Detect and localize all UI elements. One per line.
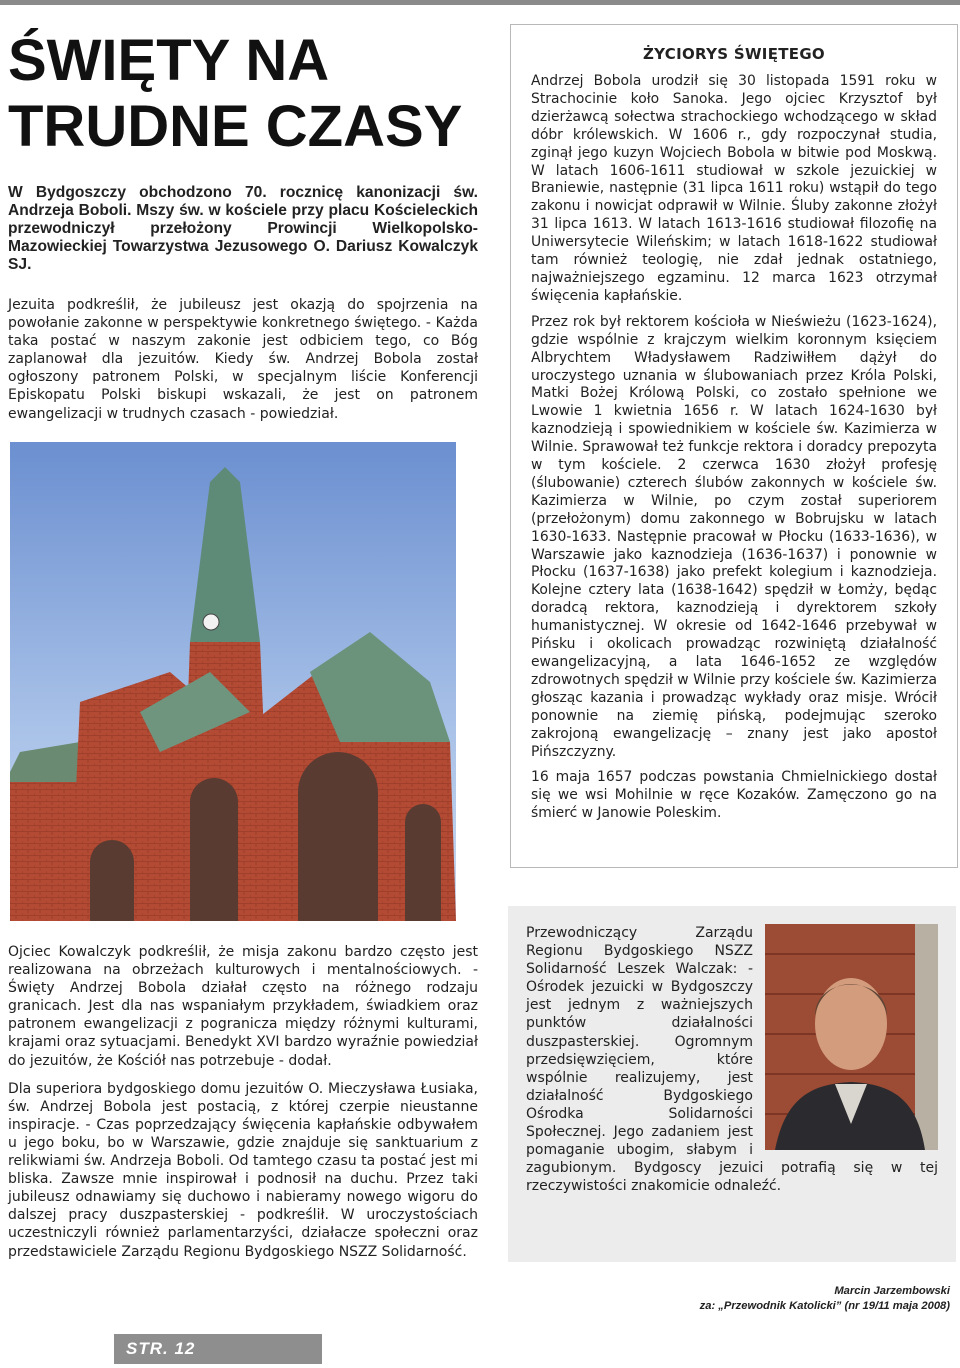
paragraph: Andrzej Bobola urodził się 30 listopada 1591 roku w Strachocinie koło Sanoka. Jego ojciec Krzysztof był dzierżawcą sołectwa strachockiego wchodzącego w skład dóbr królewskich. W 1606 r., gdy rozpoczynał studia, zginął jego kuzyn Wojciech Bobola w bitwie pod Moskwą. W latach 1606-1611 studiował w szkole jezuickiej w Braniewie, następnie (31 lipca 1611 roku) wstąpił do tego zakonu i nowicjat odprawił w Wilnie. Śluby zakonne złożył 31 lipca 1613. W latach 1613-1616 studiował filozofię na Uniwersytecie Wileńskim; w latach 1618-1622 studiował tam również teologię, nie zdał jednak ostatniego, najważniejszego egzaminu. 12 marca 1623 otrzymał święcenia kapłańskie. xyxy=(531,73,937,304)
left-column-intro xyxy=(8,296,478,431)
portrait-photo xyxy=(765,924,938,1150)
quote-content xyxy=(526,924,938,1195)
paragraph: Ojciec Kowalczyk podkreślił, że misja zakonu bardzo często jest realizowana na obrzeżach kulturowych i mentalnościowych. - Święty Andrzej Bobola działał często na różnego rodzaju granicach. Jest dla nas wspaniałym przykładem, świadkiem oraz patronem ewangelizacji z pogranicza między różnymi kulturami, krajami oraz sytuacjami. Benedykt XVI bardzo wyraźnie powiedział do jezuitów, że Kościół nas potrzebuje - dodał. xyxy=(8,944,478,1069)
article-title: ŚWIĘTY NA TRUDNE CZASY xyxy=(8,28,463,159)
article-lead: W Bydgoszczy obchodzono 70. rocznicę kanonizacji św. Andrzeja Boboli. Mszy św. w kościele przy placu Kościeleckich przewodniczył przełożony Prowincji Wielkopolsko-Mazowieckiej Towarzystwa Jezusowego O. Dariusz Kowalczyk SJ. xyxy=(8,184,478,273)
paragraph: 16 maja 1657 podczas powstania Chmielnickiego dostał się we wsi Mohilnie w ręce Kozaków. Zamęczono go na śmierć w Janowie Poleskim. xyxy=(531,769,937,822)
article-signature xyxy=(590,1284,950,1314)
biography-box xyxy=(510,24,958,868)
quote-box xyxy=(508,906,956,1262)
quote-text: Przewodniczący Zarządu Regionu Bydgoskiego NSZZ Solidarność Leszek Walczak: - Ośrodek jezuicki w Bydgoszczy jest jednym z ważniejszych punktów działalności duszpasterskiej. Ogromnym przedsięwzięciem, które wspólnie realizujemy, jest działalność Bydgoskiego Ośrodka Solidarności Społecznej. Jego zadaniem jest pomaganie ubogim, słabym i zagubionym. Bydgoscy jezuici potrafią się w tej rzeczywistości znakomicie odnaleźć. xyxy=(526,925,938,1195)
top-rule xyxy=(0,0,960,5)
page-number: STR. 12 xyxy=(114,1334,322,1364)
source-note: za: „Przewodnik Katolicki” (nr 19/11 maja 2008) xyxy=(699,1300,950,1312)
church-photo xyxy=(10,442,456,921)
left-column-body xyxy=(8,943,478,1271)
paragraph: Jezuita podkreślił, że jubileusz jest okazją do spojrzenia na powołanie zakonne w perspektywie konkretnego świętego. - Każda taka postać w naszym zakonie jest odbiciem tego, co Bóg zaplanował dla jezuitów. Kiedy św. Andrzej Bobola został ogłoszony patronem Polski, w specjalnym liście Konferencji Episkopatu Polski biskupi wskazali, że jest on patronem ewangelizacji w trudnych czasach - powiedział. xyxy=(8,297,478,422)
paragraph: Przez rok był rektorem kościoła w Nieświeżu (1623-1624), gdzie wspólnie z krajczym wielkim koronnym księciem Albrychtem Władysławem Radziwiłłem dążył do uroczystego uznania w ślubowaniach przez Króla Polski, Matki Bożej Królową Polski, co zostało spełnione we Lwowie 1 kwietnia 1656 r. W latach 1624-1630 był kaznodzieją i spowiednikiem w kościele św. Kazimierza w Wilnie. Sprawował też funkcje rektora i doradcy prepozyta w tym kościele. 2 czerwca 1630 złożył profesję (ślubowanie) czterech ślubów zakonnych w kościele św. Kazimierza w Wilnie, po czym został superiorem (przełożonym) domu zakonnego w Bobrujsku w latach 1630-1633. Następnie pracował w Płocku (1633-1636), w Warszawie jako kaznodzieja (1636-1637) i ponownie w Płocku (1637-1638) jako prefekt kolegium i kaznodzieja. Kolejne cztery lata (1638-1642) spędził w Łomży, będąc doradcą rektora, kaznodzieją i dyrektorem szkoły humanistycznej. W okresie od 1642-1646 przebywał w Pińsku i okolicach prowadząc rozwiniętą działalność ewangelizacyjną, a lata 1646-1652 ze względów zdrowotnych spędził w Wilnie przy kościele św. Kazimierza głosząc kazania i prowadząc wykłady oraz misje. Wrócił ponownie na ziemię pińską, podejmując szeroko zakrojoną ewangelizację – znany jest jako apostoł Pińszczyzny. xyxy=(531,313,937,760)
biography-text xyxy=(531,73,937,831)
biography-heading: ŻYCIORYS ŚWIĘTEGO xyxy=(643,45,825,63)
author-name: Marcin Jarzembowski xyxy=(834,1285,950,1297)
paragraph: Dla superiora bydgoskiego domu jezuitów O. Mieczysława Łusiaka, św. Andrzej Bobola jest postacią, z której czerpie nieustanne inspiracje. - Czas poprzedzający święcenia kapłańskie odbywałem u jego boku, bo w Warszawie, gdzie znajduje się sanktuarium z relikwiami św. Andrzeja Boboli. Od tamtego czasu ta postać jest mi bliska. Zawsze mnie inspirował i podnosił na duchu. Przez taki jubileusz odnawiamy się duchowo i nabieramy nowego wigoru do dalszej pracy duszpasterskiej - podkreślił. W uroczystościach uczestniczyli również parlamentarzyści, działacze społeczni oraz przedstawiciele Zarządu Regionu Bydgoskiego NSZZ Solidarność. xyxy=(8,1080,478,1260)
